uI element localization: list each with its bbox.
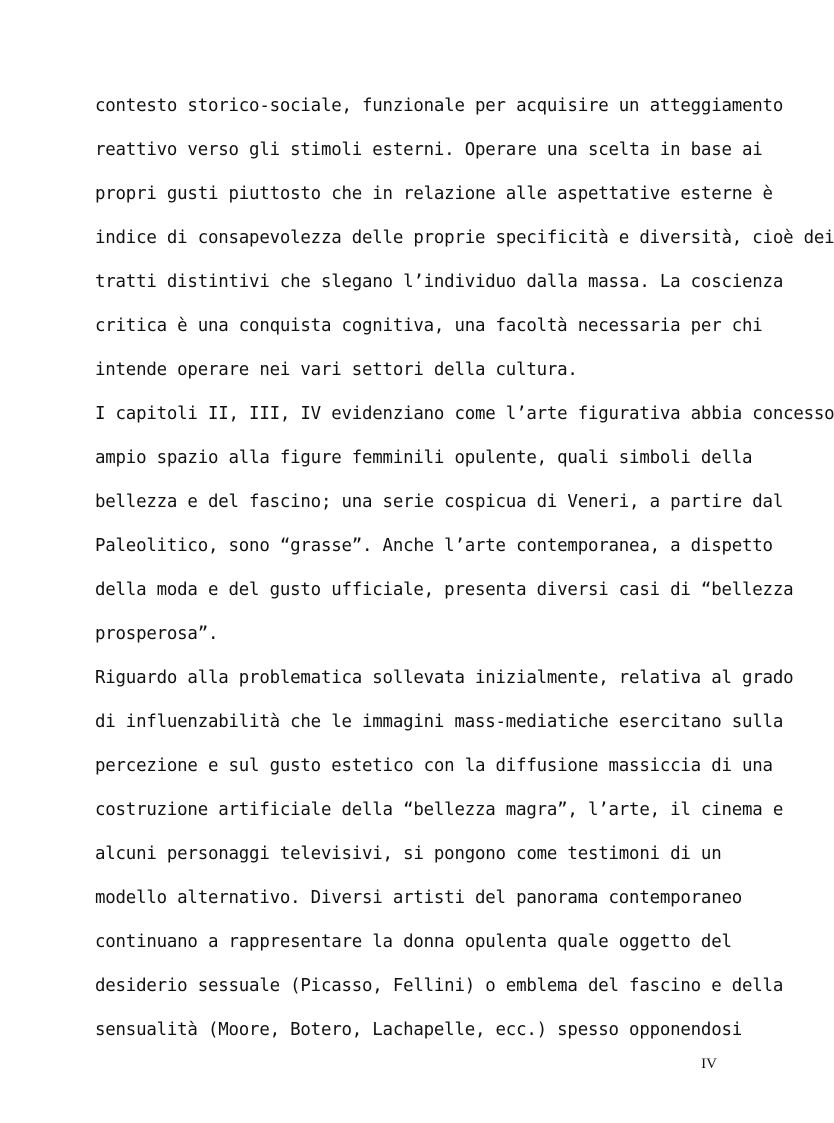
text-line: di influenzabilità che le immagini mass-mediatiche esercitano sulla [95, 712, 784, 732]
text-line: prosperosa”. [95, 624, 219, 644]
text-line: Paleolitico, sono “grasse”. Anche l’arte contemporanea, a dispetto [95, 536, 773, 556]
text-line: alcuni personaggi televisivi, si pongono come testimoni di un [95, 844, 722, 864]
text-line: continuano a rappresentare la donna opulenta quale oggetto del [95, 932, 732, 952]
text-line: tratti distintivi che slegano l’individuo dalla massa. La coscienza [95, 272, 784, 292]
text-line: ampio spazio alla figure femminili opulente, quali simboli della [95, 448, 753, 468]
text-line: della moda e del gusto ufficiale, presenta diversi casi di “bellezza [95, 580, 794, 600]
text-line: modello alternativo. Diversi artisti del panorama contemporaneo [95, 888, 743, 908]
text-line: contesto storico-sociale, funzionale per acquisire un atteggiamento [95, 96, 784, 116]
text-line: percezione e sul gusto estetico con la diffusione massiccia di una [95, 756, 773, 776]
text-line: critica è una conquista cognitiva, una facoltà necessaria per chi [95, 316, 763, 336]
text-line: costruzione artificiale della “bellezza magra”, l’arte, il cinema e [95, 800, 784, 820]
page-number: IV [701, 1056, 717, 1072]
text-line: bellezza e del fascino; una serie cospicua di Veneri, a partire dal [95, 492, 784, 512]
text-line: propri gusti piuttosto che in relazione alle aspettative esterne è [95, 184, 773, 204]
text-line: reattivo verso gli stimoli esterni. Operare una scelta in base ai [95, 140, 763, 160]
text-line: indice di consapevolezza delle proprie specificità e diversità, cioè dei [95, 228, 834, 248]
text-line: intende operare nei vari settori della cultura. [95, 360, 578, 380]
text-line: sensualità (Moore, Botero, Lachapelle, ecc.) spesso opponendosi [95, 1020, 743, 1040]
text-line: Riguardo alla problematica sollevata inizialmente, relativa al grado [95, 668, 794, 688]
text-line: desiderio sessuale (Picasso, Fellini) o emblema del fascino e della [95, 976, 784, 996]
text-line: I capitoli II, III, IV evidenziano come l’arte figurativa abbia concesso [95, 404, 834, 424]
body-text [95, 84, 834, 1052]
